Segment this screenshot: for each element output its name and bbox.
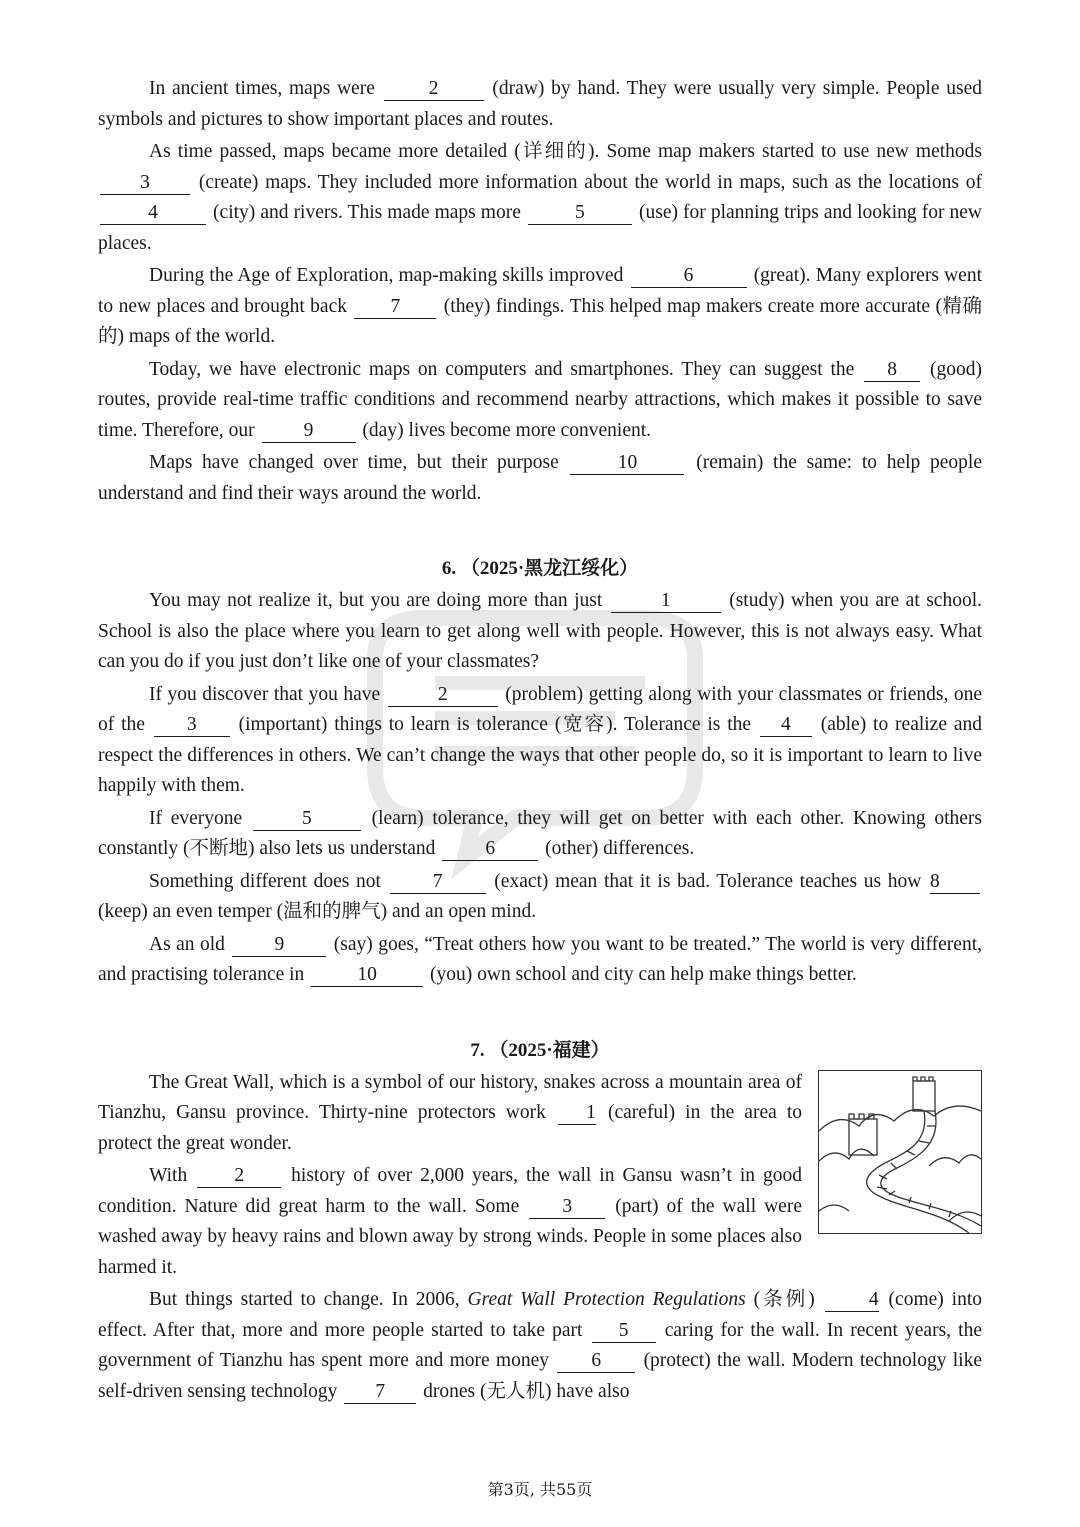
answer-blank[interactable]: 5 — [253, 808, 361, 831]
paragraph: Something different does not 7 (exact) mean that it is bad. Tolerance teaches us how 8 (keep) an even temper (温和的脾气) and an open mind. — [98, 867, 982, 928]
paragraph: In ancient times, maps were 2 (draw) by hand. They were usually very simple. People used symbols and pictures to show important places and routes. — [98, 78, 982, 130]
answer-blank[interactable]: 6 — [557, 1350, 635, 1373]
answer-blank[interactable]: 6 — [442, 838, 538, 861]
answer-blank[interactable]: 1 — [611, 590, 721, 613]
paragraph: But things started to change. In 2006, Great Wall Protection Regulations (条例) 4 (come) into effect. After that, more and more people started to take part 5 caring for the wall. In recent years, the government of Tianzhu has spent more and more money 6 (protect) the wall. Modern technology like self-driven sensing technology 7 drones (无人机) have also — [98, 1289, 983, 1402]
page-number: 第3页, 共55页 — [487, 1480, 593, 1499]
paragraph: With 2 history of over 2,000 years, the wall in Gansu wasn’t in good condition. Nature did great harm to the wall. Some 3 (part) of the wall were washed away by heavy rains and blown away by strong winds. People in some places also harmed it. — [98, 1165, 803, 1278]
answer-blank[interactable]: 4 — [825, 1289, 879, 1312]
paragraph: As an old 9 (say) goes, “Treat others how you want to be treated.” The world is very different, and practising tolerance in 10 (you) own school and city can help make things better. — [98, 933, 982, 985]
answer-blank[interactable]: 2 — [384, 78, 484, 101]
answer-blank[interactable]: 6 — [631, 265, 747, 288]
paragraph: You may not realize it, but you are doing more than just 1 (study) when you are at school. School is also the place where you learn to get along well with people. However, this is not always easy. What can you do if you just don’t like one of your classmates? — [98, 590, 982, 672]
paragraph: Maps have changed over time, but their purpose 10 (remain) the same: to help people understand and find their ways around the world. — [98, 452, 982, 504]
answer-blank[interactable]: 3 — [100, 172, 190, 195]
section-heading: 6. （2025·黑龙江绥化） — [441, 558, 639, 579]
answer-blank[interactable]: 3 — [529, 1196, 605, 1219]
paragraph: If everyone 5 (learn) tolerance, they will get on better with each other. Knowing others constantly (不断地) also lets us understand 6 (other) differences. — [98, 807, 983, 859]
answer-blank[interactable]: 8 — [864, 359, 920, 382]
answer-blank[interactable]: 9 — [262, 420, 356, 443]
answer-blank[interactable]: 4 — [760, 714, 812, 737]
document-page — [98, 74, 982, 1409]
answer-blank[interactable]: 7 — [390, 871, 486, 894]
answer-blank[interactable]: 10 — [570, 452, 684, 475]
paragraph: As time passed, maps became more detailed (详细的). Some map makers started to use new methods 3 (create) maps. They included more information about the world in maps, such as the locations of 4 (city) and rivers. This made maps more 5 (use) for planning trips and looking for new places. — [98, 141, 982, 254]
answer-blank[interactable]: 2 — [388, 684, 498, 707]
paragraph: If you discover that you have 2 (problem) getting along with your classmates or friends, one of the 3 (important) things to learn is tolerance (宽容). Tolerance is the 4 (able) to realize and respect the differences in others. We can’t change the ways that other people do, so it is important to learn to live happily with them. — [98, 683, 982, 796]
paragraph: During the Age of Exploration, map-making skills improved 6 (great). Many explorers went to new places and brought back 7 (they) findings. This helped map makers create more accurate (精确的) maps of the world. — [98, 265, 982, 347]
paragraph: The Great Wall, which is a symbol of our history, snakes across a mountain area of Tianzhu, Gansu province. Thirty-nine protectors work 1 (careful) in the area to protect the great wonder. — [98, 1071, 802, 1154]
answer-blank[interactable]: 4 — [100, 202, 206, 225]
answer-blank[interactable]: 7 — [354, 296, 436, 319]
answer-blank[interactable]: 1 — [558, 1102, 596, 1125]
answer-blank[interactable]: 5 — [592, 1320, 656, 1343]
great-wall-illustration — [818, 1070, 982, 1234]
section-heading: 7. （2025·福建） — [470, 1039, 610, 1061]
paragraph: Today, we have electronic maps on computers and smartphones. They can suggest the 8 (good) routes, provide real-time traffic conditions and recommend nearby attractions, which makes it possible to save time. Therefore, our 9 (day) lives become more convenient. — [98, 358, 982, 441]
answer-blank[interactable]: 5 — [528, 202, 632, 225]
answer-blank[interactable]: 10 — [311, 964, 423, 987]
answer-blank[interactable]: 9 — [232, 934, 326, 957]
answer-blank[interactable]: 3 — [154, 714, 230, 737]
answer-blank[interactable]: 7 — [344, 1381, 416, 1404]
answer-blank[interactable]: 8 — [930, 871, 980, 894]
answer-blank[interactable]: 2 — [197, 1165, 281, 1188]
